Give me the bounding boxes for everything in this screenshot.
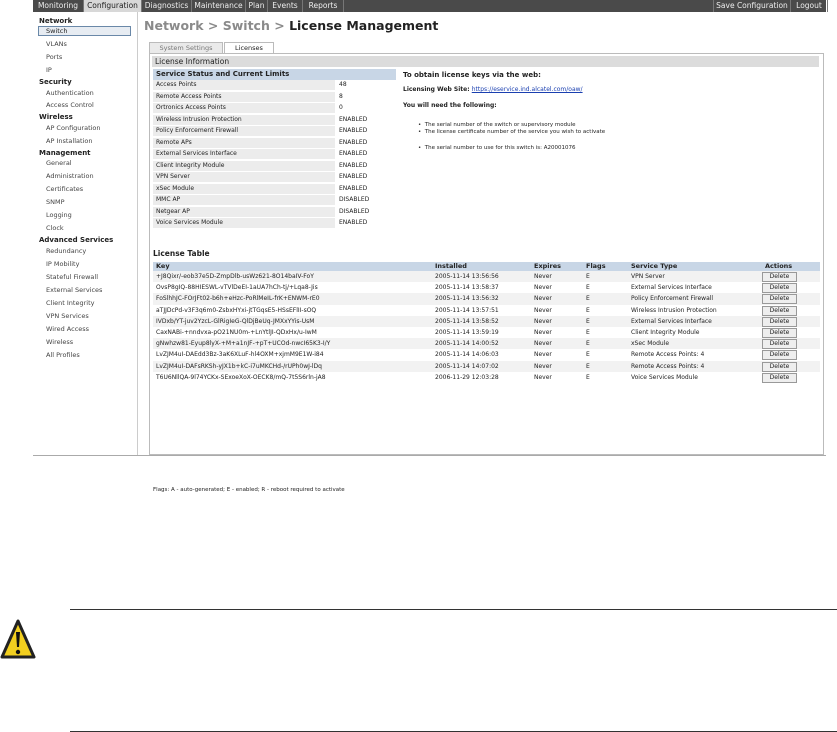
service-name: Voice Services Module: [153, 218, 335, 228]
breadcrumb-network[interactable]: Network: [144, 18, 204, 33]
license-panel: [149, 53, 824, 493]
license-flags: E: [586, 351, 590, 359]
licensing-site-label: [403, 86, 583, 93]
license-service-type: Remote Access Points: 4: [631, 351, 705, 359]
license-information-header: License Information: [152, 56, 819, 67]
license-expires: Never: [534, 273, 552, 280]
sidebar-item-all-profiles[interactable]: All Profiles: [46, 351, 80, 359]
sidebar-heading-network: Network: [39, 17, 73, 25]
service-status-row: [153, 207, 396, 219]
service-name: Client Integrity Module: [153, 161, 335, 171]
license-flags: E: [586, 317, 590, 325]
service-status-row: [153, 172, 396, 184]
license-expires: Never: [534, 306, 552, 314]
license-key: T6U6NllQA-9l74YCKx-SExoeXoX-OECK8/mQ-7t5S6rln-jA8: [156, 373, 326, 381]
col-service-type: Service Type: [631, 262, 678, 270]
service-value: 8: [339, 92, 343, 100]
license-flags: E: [586, 328, 590, 336]
license-installed: 2005-11-14 14:00:52: [435, 340, 499, 348]
obtain-keys-heading: To obtain license keys via the web:: [403, 71, 541, 79]
service-name: MMC AP: [153, 195, 335, 205]
license-key: aTJJDcPd-v3F3q6m0-ZsbxHYxi-jtTGqsE5-HSsEFlII-sOQ: [156, 306, 317, 314]
license-expires: Never: [534, 284, 552, 292]
service-status-row: [153, 126, 396, 138]
sidebar-item-general[interactable]: General: [46, 159, 72, 167]
license-service-type: VPN Server: [631, 273, 665, 280]
license-row: [153, 361, 820, 372]
service-value: ENABLED: [339, 173, 368, 180]
service-status-row: [153, 80, 396, 92]
service-name: VPN Server: [153, 172, 335, 182]
license-key: gNwhzw81-Eyup8lyX-+M+a1nJF-+pT+UCOd-nwcI65K3-I/Y: [156, 340, 331, 348]
sidebar-item-stateful-firewall[interactable]: Stateful Firewall: [46, 273, 98, 281]
service-value: ENABLED: [339, 184, 368, 192]
col-flags: Flags: [586, 262, 606, 270]
license-service-type: Policy Enforcement Firewall: [631, 295, 714, 303]
service-status-row: [153, 195, 396, 207]
sidebar-heading-wireless: Wireless: [39, 113, 73, 121]
license-flags: E: [586, 306, 590, 314]
sidebar-item-access-control[interactable]: Access Control: [46, 101, 94, 109]
service-name: Remote Access Points: [153, 92, 335, 102]
service-value: ENABLED: [339, 138, 368, 146]
tab-configuration[interactable]: Configuration: [84, 0, 142, 12]
service-name: Remote APs: [153, 138, 335, 148]
license-row: [153, 372, 820, 383]
top-nav: [33, 0, 826, 12]
license-key: +J8Qixr/-eob37e5D-ZmpDlb-usWz621-8O14baIV-FoY: [156, 273, 314, 280]
license-expires: Never: [534, 328, 552, 336]
service-name: xSec Module: [153, 184, 335, 194]
subtab-licenses[interactable]: Licenses: [224, 42, 274, 54]
sidebar-item-ap-configuration[interactable]: AP Configuration: [46, 124, 101, 132]
breadcrumb: [144, 18, 438, 33]
sidebar-item-clock[interactable]: Clock: [46, 224, 64, 232]
license-service-type: External Services Interface: [631, 317, 712, 325]
license-row: [153, 282, 820, 293]
sidebar-item-wired-access[interactable]: Wired Access: [46, 325, 90, 333]
col-expires: Expires: [534, 262, 561, 270]
sidebar-heading-security: Security: [39, 78, 72, 86]
service-name: External Services Interface: [153, 149, 335, 159]
sidebar-item-logging[interactable]: Logging: [46, 211, 72, 219]
license-installed: 2005-11-14 13:58:52: [435, 317, 499, 325]
service-value: DISABLED: [339, 196, 370, 203]
service-status-row: [153, 115, 396, 127]
license-expires: Never: [534, 351, 552, 359]
license-flags: E: [586, 373, 590, 381]
bullet-serial-number-text: The serial number of the switch or supervisory module: [424, 122, 576, 128]
license-service-type: External Services Interface: [631, 284, 712, 292]
sidebar-item-vpn-services[interactable]: VPN Services: [46, 312, 89, 320]
license-flags: E: [586, 362, 590, 370]
service-status-row: [153, 149, 396, 161]
service-name: Netgear AP: [153, 207, 335, 217]
sidebar-item-ip[interactable]: IP: [46, 66, 52, 74]
sidebar-heading-advanced-services: Advanced Services: [39, 236, 114, 244]
screenshot-frame: [33, 0, 826, 493]
service-status-row: [153, 103, 396, 115]
sidebar-item-certificates[interactable]: Certificates: [46, 185, 84, 193]
save-configuration-button[interactable]: Save Configuration: [713, 0, 791, 12]
sidebar-item-authentication[interactable]: Authentication: [46, 89, 94, 97]
sidebar-item-ports[interactable]: Ports: [46, 53, 63, 61]
logout-button[interactable]: Logout: [790, 0, 828, 12]
service-value: 48: [339, 81, 347, 88]
sidebar-heading-management: Management: [39, 149, 91, 157]
delete-button[interactable]: Delete: [762, 317, 797, 327]
license-installed: 2005-11-14 14:06:03: [435, 351, 499, 359]
col-key: Key: [156, 262, 170, 270]
license-key: LvZJM4uI-DAFsRKSh-yJX1b+kC-i7uMKCHd-/rUPh0wJ-lDq: [156, 362, 322, 370]
sidebar-item-switch[interactable]: Switch: [38, 26, 131, 36]
bullet-certificate-number: • The license certificate number of the service you wish to activate: [418, 129, 606, 135]
service-name: Access Points: [153, 80, 335, 90]
sidebar-item-client-integrity[interactable]: Client Integrity: [46, 299, 95, 307]
main-content: [138, 12, 826, 493]
license-installed: 2005-11-14 14:07:02: [435, 362, 499, 370]
tab-maintenance[interactable]: Maintenance: [192, 0, 246, 12]
license-installed: 2005-11-14 13:59:19: [435, 328, 499, 336]
license-row: [153, 305, 820, 316]
license-service-type: xSec Module: [631, 340, 670, 348]
license-flags: E: [586, 295, 590, 303]
service-status-row: [153, 184, 396, 196]
license-table: [153, 262, 820, 383]
caution-top-rule: [70, 609, 837, 610]
license-key: FoSlhhJC-FOrJFt02-b6h+eHzc-PoRlMeIL-frK+ENWM-rE0: [156, 295, 320, 303]
sidebar-item-external-services[interactable]: External Services: [46, 286, 103, 294]
license-expires: Never: [534, 295, 552, 303]
service-status-table: [153, 69, 396, 230]
service-value: ENABLED: [339, 127, 368, 134]
sidebar: [33, 12, 138, 455]
col-installed: Installed: [435, 262, 467, 270]
license-key: LvZJM4uI-DAEdd3Bz-3aK6XLuF-hl4OXM+xjmM9E1W-i84: [156, 351, 324, 359]
sidebar-item-vlans[interactable]: VLANs: [46, 40, 67, 48]
subtab-system-settings[interactable]: System Settings: [149, 42, 223, 54]
tab-reports[interactable]: Reports: [303, 0, 344, 12]
service-status-row: [153, 161, 396, 173]
licensing-site-link[interactable]: https://eservice.ind.alcatel.com/oaw/: [471, 86, 583, 93]
license-installed: 2005-11-14 13:56:32: [435, 295, 499, 303]
delete-button[interactable]: Delete: [762, 339, 797, 349]
sidebar-item-snmp[interactable]: SNMP: [46, 198, 65, 206]
delete-button[interactable]: Delete: [762, 350, 797, 360]
license-flags: E: [586, 273, 590, 280]
tab-monitoring[interactable]: Monitoring: [33, 0, 84, 12]
breadcrumb-separator: >: [207, 18, 219, 33]
license-service-type: Client Integrity Module: [631, 328, 700, 336]
warning-icon: [0, 617, 36, 665]
delete-button[interactable]: Delete: [762, 283, 797, 293]
service-name: Ortronics Access Points: [153, 103, 335, 113]
breadcrumb-separator: >: [274, 18, 285, 33]
bullet-certificate-number-text: The license certificate number of the service you wish to activate: [424, 129, 606, 135]
service-value: ENABLED: [339, 115, 368, 123]
service-status-row: [153, 92, 396, 104]
license-installed: 2005-11-14 13:58:37: [435, 284, 499, 292]
license-installed: 2005-11-14 13:56:56: [435, 273, 499, 280]
license-flags: E: [586, 340, 590, 348]
need-following-label: You will need the following:: [403, 102, 497, 109]
license-key: IVDxb/YT-juv2YzcL-GlRigIeG-QlDjBeUq-JMXxYYis-UsM: [156, 317, 315, 325]
delete-button[interactable]: Delete: [762, 272, 797, 282]
sidebar-item-administration[interactable]: Administration: [46, 172, 94, 180]
license-key: CaxNABi-+nndvxa-pO21NU0m-+LnYtlJI-QDxHx/u-IwM: [156, 328, 317, 336]
license-row: [153, 293, 820, 304]
service-value: ENABLED: [339, 161, 368, 169]
license-expires: Never: [534, 373, 552, 381]
page-title: License Management: [289, 18, 439, 33]
license-row: [153, 271, 820, 282]
license-expires: Never: [534, 317, 552, 325]
license-table-title: License Table: [153, 249, 210, 258]
service-name: Policy Enforcement Firewall: [153, 126, 335, 136]
service-status-row: [153, 218, 396, 230]
service-status-row: [153, 138, 396, 150]
tab-plan[interactable]: Plan: [246, 0, 268, 12]
tab-events[interactable]: Events: [268, 0, 303, 12]
license-row: [153, 349, 820, 360]
license-installed: 2006-11-29 12:03:28: [435, 373, 499, 381]
license-installed: 2005-11-14 13:57:51: [435, 306, 499, 314]
delete-button[interactable]: Delete: [762, 373, 797, 383]
license-flags: E: [586, 284, 590, 292]
delete-button[interactable]: Delete: [762, 362, 797, 372]
delete-button[interactable]: Delete: [762, 306, 797, 316]
licensing-site-label-text: Licensing Web Site:: [403, 86, 470, 93]
col-actions: Actions: [765, 262, 793, 270]
service-value: DISABLED: [339, 207, 370, 215]
license-key: OvsP8gIQ-88HIESWL-vTVlDeEI-1aUA7hCh-tj/+Lqa8-Jis: [156, 284, 318, 292]
bullet-serial-number: • The serial number of the switch or supervisory module: [418, 122, 576, 128]
license-row: [153, 327, 820, 338]
service-status-heading: Service Status and Current Limits: [153, 69, 396, 80]
bullet-switch-serial-text: The serial number to use for this switch is: A20001076: [424, 145, 576, 151]
sidebar-item-ip-mobility[interactable]: IP Mobility: [46, 260, 80, 268]
delete-button[interactable]: Delete: [762, 294, 797, 304]
license-expires: Never: [534, 362, 552, 370]
delete-button[interactable]: Delete: [762, 328, 797, 338]
sidebar-item-redundancy[interactable]: Redundancy: [46, 247, 87, 255]
sidebar-item-wireless[interactable]: Wireless: [46, 338, 74, 346]
license-service-type: Remote Access Points: 4: [631, 362, 705, 370]
service-value: ENABLED: [339, 150, 368, 157]
breadcrumb-switch[interactable]: Switch: [222, 18, 270, 33]
tab-diagnostics[interactable]: Diagnostics: [142, 0, 192, 12]
license-row: [153, 316, 820, 327]
bullet-switch-serial: • The serial number to use for this switch is: A20001076: [418, 145, 576, 151]
license-service-type: Wireless Intrusion Protection: [631, 306, 717, 314]
license-table-header: [153, 262, 820, 271]
flags-footnote: Flags: A - auto-generated; E - enabled; R - reboot required to activate: [153, 487, 345, 493]
service-value: ENABLED: [339, 219, 368, 226]
license-expires: Never: [534, 340, 552, 348]
license-row: [153, 338, 820, 349]
license-service-type: Voice Services Module: [631, 373, 698, 381]
service-name: Wireless Intrusion Protection: [153, 115, 335, 125]
service-value: 0: [339, 104, 343, 111]
sidebar-item-ap-installation[interactable]: AP Installation: [46, 137, 93, 145]
